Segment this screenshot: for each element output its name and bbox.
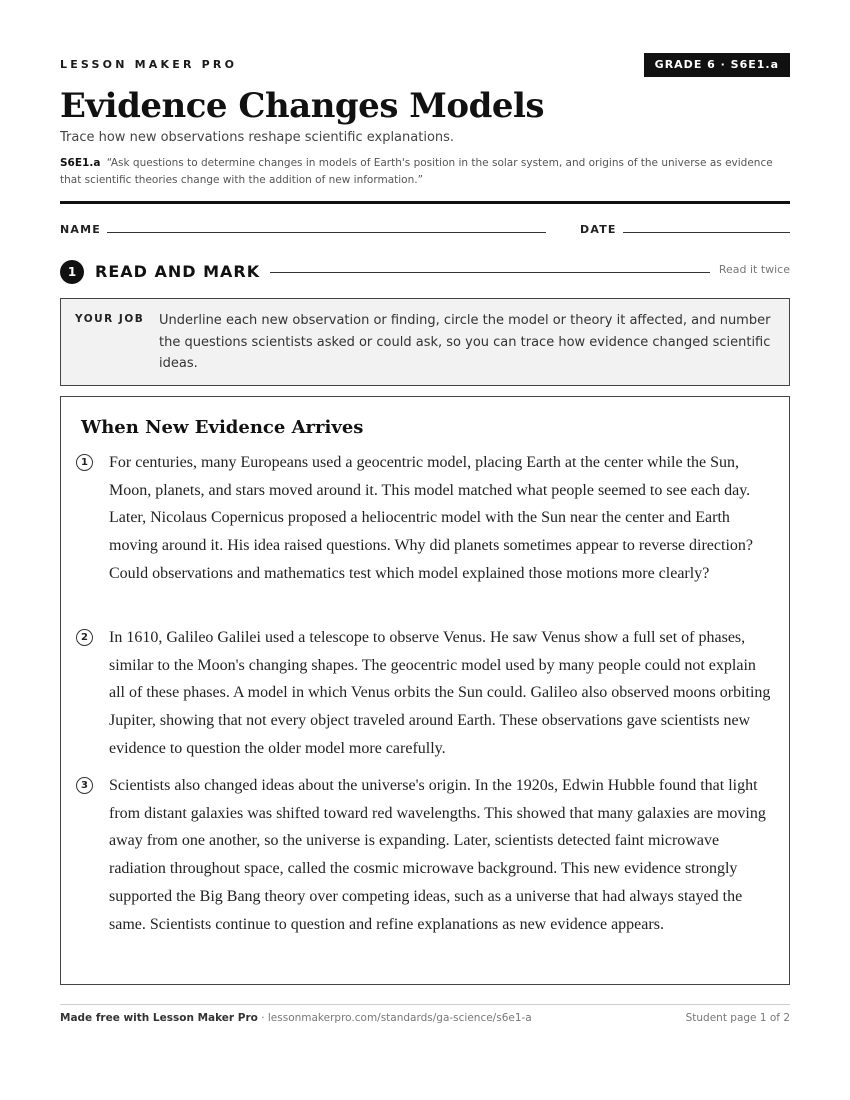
page-title: Evidence Changes Models [60,86,545,126]
paragraph-number: 2 [76,629,93,646]
standard-code: S6E1.a [60,157,101,169]
name-label: NAME [60,223,101,236]
brand-name: LESSON MAKER PRO [60,58,238,71]
reading-passage [60,396,790,985]
date-field-line[interactable] [623,232,790,233]
footer-page-number: Student page 1 of 2 [685,1012,790,1024]
name-field-line[interactable] [107,232,546,233]
paragraph-text: Scientists also changed ideas about the universe's origin. In the 1920s, Edwin Hubble found that light from distant galaxies was shifted toward red wavelengths. This showed that many galaxies are moving away from one another, so the universe is expanding. Later, scientists detected faint microwave radiation throughout space, called the cosmic microwave background. This new evidence strongly supported the Big Bang theory over competing ideas, such as a universe that had always stayed the same. Scientists continue to question and refine explanations as new evidence appears. [109,777,766,933]
section-note: Read it twice [718,263,790,276]
standard-text: “Ask questions to determine changes in models of Earth's position in the solar system, and origins of the universe as evidence that scientific theories change with the addition of new information.” [60,157,773,186]
section-number-badge: 1 [60,260,84,284]
footer-made-by: Made free with Lesson Maker Pro [60,1012,258,1024]
page-subtitle: Trace how new observations reshape scientific explanations. [60,130,455,145]
section-title: READ AND MARK [95,262,261,281]
job-text: Underline each new observation or finding, circle the model or theory it affected, and number the questions scientists asked or could ask, so you can trace how evidence changed scientific ideas. [159,313,771,371]
paragraph-number: 1 [76,454,93,471]
footer-url[interactable]: · lessonmakerpro.com/standards/ga-science/s6e1-a [257,1012,532,1024]
grade-badge: GRADE 6 · S6E1.a [644,53,790,77]
reading-title: When New Evidence Arrives [81,417,364,438]
job-instructions-box [60,298,790,386]
job-label: YOUR JOB [75,313,145,325]
paragraph-text: In 1610, Galileo Galilei used a telescope to observe Venus. He saw Venus show a full set of phases, similar to the Moon's changing shapes. The geocentric model used by many people could not explain all of these phases. A model in which Venus orbits the Sun could. Galileo also observed moons orbiting Jupiter, showing that not every object traveled around Earth. These observations gave scientists new evidence to question the older model more carefully. [109,629,771,757]
section-divider [270,272,710,273]
footer-divider [60,1004,790,1005]
paragraph-number: 3 [76,777,93,794]
worksheet-page [60,0,790,1100]
footer-credit [60,1012,532,1024]
paragraph-text: For centuries, many Europeans used a geocentric model, placing Earth at the center while the Sun, Moon, planets, and stars moved around it. This model matched what people seemed to see each day. Later, Nicolaus Copernicus proposed a heliocentric model with the Sun near the center and Earth moving around it. His idea raised questions. Why did planets sometimes appear to reverse direction? Could observations and mathematics test which model explained those motions more clearly? [109,454,753,582]
date-label: DATE [580,223,617,236]
standard-description [60,155,790,189]
header-divider [60,201,790,204]
